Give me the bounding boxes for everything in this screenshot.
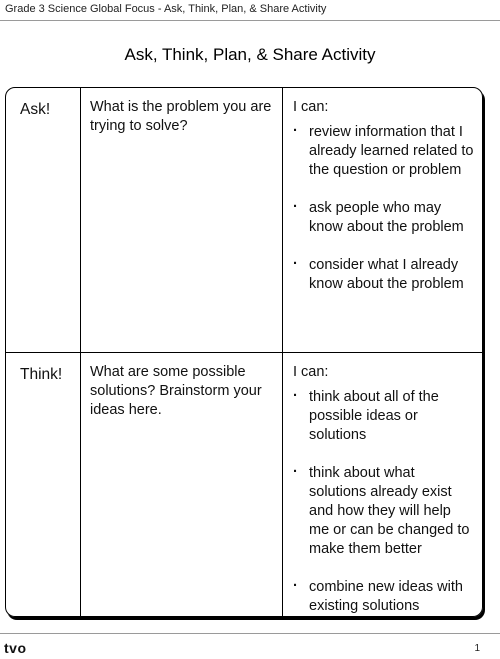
- stage-label-think: Think!: [6, 353, 81, 617]
- question-think: What are some possible solutions? Brainstorm your ideas here.: [81, 353, 283, 617]
- question-ask: What is the problem you are trying to solve?: [81, 88, 283, 353]
- can-list-ask: [283, 88, 482, 353]
- can-title: I can:: [293, 364, 329, 380]
- footer-divider: [0, 633, 500, 634]
- can-title: I can:: [293, 99, 329, 115]
- header-divider: [0, 20, 500, 21]
- list-item: · think about all of the possible ideas or solutions: [293, 388, 474, 445]
- bullet-list: [293, 123, 474, 294]
- page-title: Ask, Think, Plan, & Share Activity: [124, 45, 376, 64]
- tvo-logo: tvo: [4, 640, 27, 656]
- list-item: · think about what solutions already exist and how they will help me or can be changed to make them better: [293, 464, 474, 559]
- stage-label-ask: Ask!: [6, 88, 81, 353]
- activity-table: [5, 87, 483, 617]
- bullet-list: [293, 388, 474, 616]
- can-list-think: [283, 353, 482, 617]
- page-number: 1: [474, 643, 480, 654]
- document-header: Grade 3 Science Global Focus - Ask, Think, Plan, & Share Activity: [5, 3, 327, 15]
- list-item: · ask people who may know about the problem: [293, 199, 474, 237]
- list-item: · consider what I already know about the problem: [293, 256, 474, 294]
- list-item: · combine new ideas with existing solutions: [293, 578, 474, 616]
- list-item: · review information that I already learned related to the question or problem: [293, 123, 474, 180]
